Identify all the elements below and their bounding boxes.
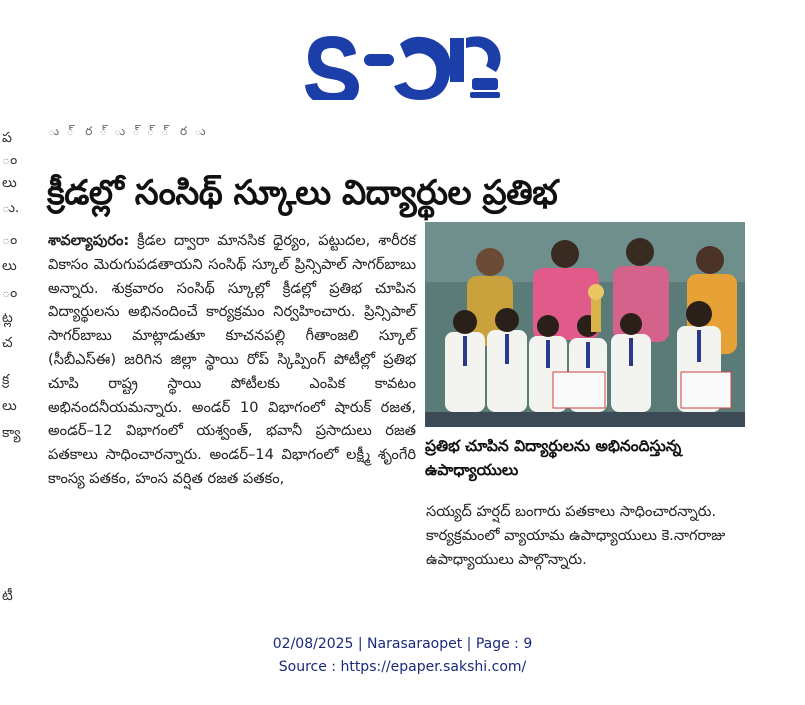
- fragment: క్ర: [2, 372, 10, 388]
- fragment: క్యా: [2, 425, 21, 441]
- photo-caption: ప్రతిభ చూపిన విద్యార్థులను అభినందిస్తున్న ఉపాధ్యాయులు: [425, 437, 682, 479]
- fragment: చ: [2, 335, 13, 351]
- sakshi-logo: [300, 20, 505, 100]
- fragment: లు: [2, 258, 17, 274]
- article-body-right: సయ్యద్ హర్షద్ బంగారు పతకాలు సాధించారన్నారు. కార్యక్రమంలో వ్యాయామ ఉపాధ్యాయులు కె.నాగరాజు ఉపాధ్యాయులు పాల్గొన్నారు.: [426, 503, 726, 568]
- fragment: ం: [2, 232, 18, 248]
- fragment: ు.: [2, 200, 20, 216]
- fragment: ప: [2, 130, 12, 146]
- fragment: లు: [2, 398, 17, 414]
- article-body-left: [48, 229, 416, 491]
- footer-date-edition-page: 02/08/2025 | Narasaraopet | Page : 9: [272, 636, 533, 652]
- news-photo: [425, 222, 745, 427]
- footer: [0, 633, 805, 679]
- article-text: క్రీడల ద్వారా మానసిక ధైర్యం, పట్టుదల, శారీరక వికాసం మెరుగుపడతాయని సంసిథ్ స్కూల్ ప్రిన్సిపాల్ సాగర్‌బాబు అన్నారు. శుక్రవారం సంసిథ్ స్కూల్లో క్రీడల్లో ప్రతిభ చూపిన విద్యార్థులను అభినందించే కార్యక్రమం నిర్వహించారు. ప్రిన్సిపాల్ సాగర్‌బాబు మాట్లాడుతూ కూచనపల్లి గీతాంజలి స్కూల్ (సీబీఎస్‌ఈ) జరిగిన జిల్లా స్థాయి రోప్ స్కిప్పింగ్ పోటీల్లో ప్రతిభ చూపి రాష్ట్ర స్థాయి పోటీలకు ఎంపిక కావటం అభినందనీయమన్నారు. అండర్ 10 విభాగంలో షారుక్ రజత, అండర్–12 విభాగంలో యశ్వంత్, భవానీ ప్రసాదులు రజత పతకాలు సాధించారన్నారు. అండర్–14 విభాగంలో లక్ష్మీ శృంగేరి కాంస్య పతకం, హంస వర్షిత రజత పతకం,: [48, 232, 417, 487]
- footer-source-link[interactable]: Source : https://epaper.sakshi.com/: [278, 659, 527, 675]
- headline: క్రీడల్లో సంసిథ్ స్కూలు విద్యార్థుల ప్రతిభ: [47, 172, 558, 213]
- cropped-text-strip: ు ్ ర ్ ు ్ ్ ్ ర ు: [48, 124, 210, 138]
- sakshi-logo-mark: [300, 20, 505, 100]
- fragment: ం: [2, 152, 18, 168]
- fragment: ం: [2, 285, 18, 301]
- students-with-teachers-photo: [425, 222, 745, 427]
- dateline: శావల్యాపురం:: [48, 232, 130, 249]
- fragment: లు: [2, 175, 17, 191]
- fragment: ట్ల: [2, 310, 13, 326]
- fragment: టీ: [2, 588, 13, 604]
- adjacent-column-fragments: [0, 0, 20, 620]
